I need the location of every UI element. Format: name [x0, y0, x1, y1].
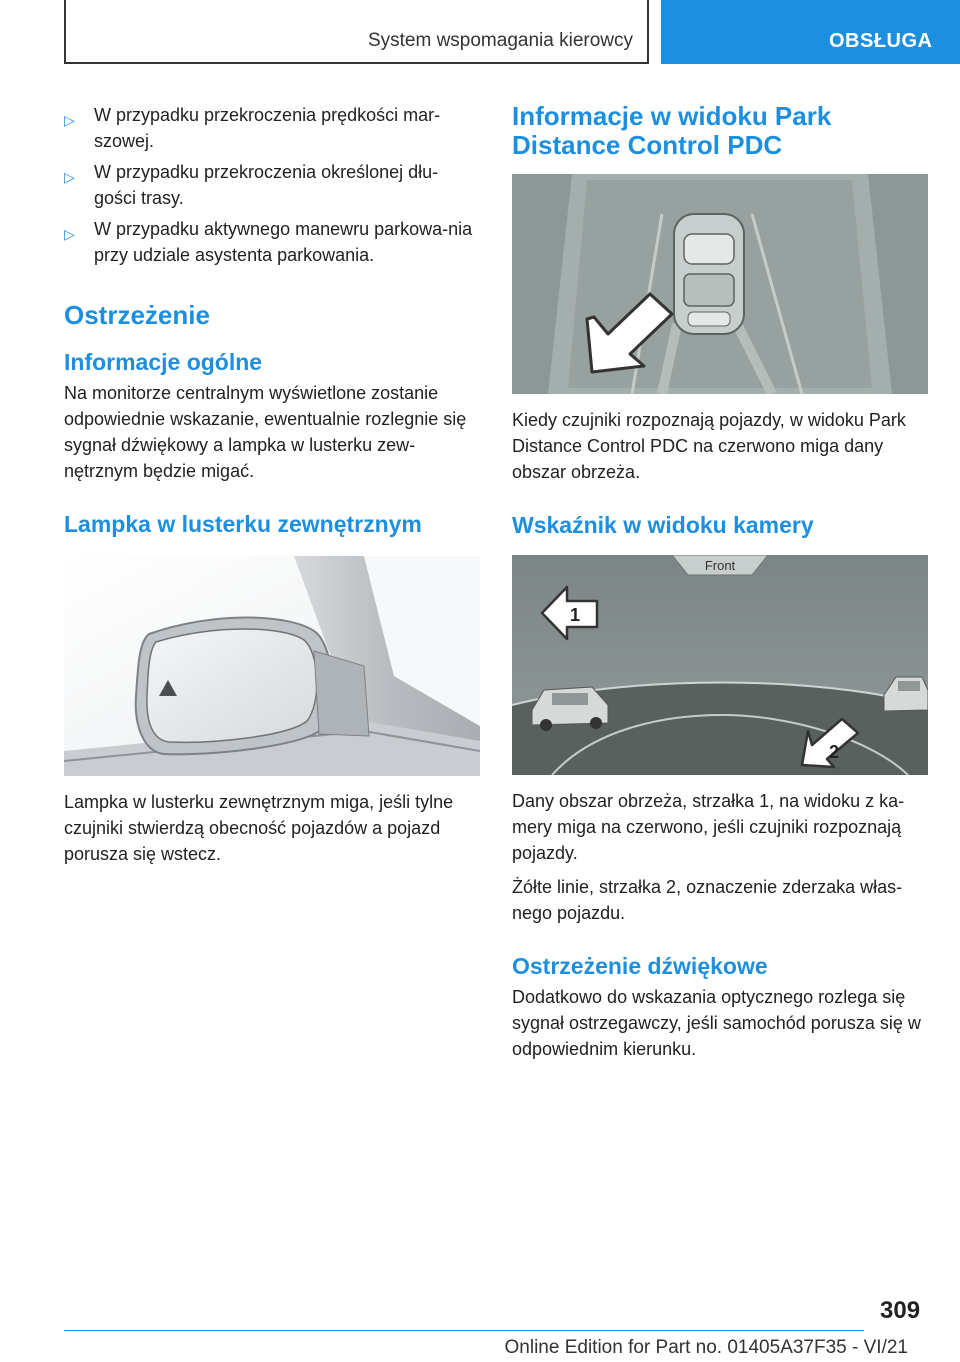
- list-item: ▷ W przypadku przekroczenia prędkości mar-szowej.: [64, 105, 441, 151]
- header-chapter-title: OBSŁUGA: [829, 30, 933, 52]
- mirror-figure: [64, 556, 480, 776]
- camera-text-1: Dany obszar obrzeża, strzałka 1, na widoku z ka-mery miga na czerwono, jeśli czujniki rozpoznają pojazdy.: [512, 791, 905, 863]
- footer-divider: [64, 1330, 864, 1331]
- pdc-illustration: [512, 174, 928, 394]
- arrow-1-label: 1: [569, 605, 581, 625]
- car-top-view-icon: [674, 214, 744, 334]
- arrow-2-label: 2: [828, 742, 840, 762]
- header-section-box: [64, 0, 649, 64]
- camera-front-label: Front: [704, 558, 736, 573]
- camera-illustration: [512, 555, 928, 775]
- mirror-heading: Lampka w lusterku zewnętrznym: [64, 511, 422, 537]
- triangle-bullet-icon: ▷: [64, 169, 75, 185]
- triangle-bullet-icon: ▷: [64, 226, 75, 242]
- pdc-figure: [512, 174, 928, 394]
- mirror-caption: Lampka w lusterku zewnętrznym miga, jeśli tylne czujniki stwierdzą obecność pojazdów a pojazd porusza się wstecz.: [64, 792, 454, 864]
- warning-heading: Ostrzeżenie: [64, 300, 210, 330]
- triangle-bullet-icon: ▷: [64, 112, 75, 128]
- header-chapter-tab[interactable]: [661, 0, 960, 64]
- sound-heading: Ostrzeżenie dźwiękowe: [512, 953, 768, 979]
- mirror-illustration: [64, 556, 480, 776]
- list-item: ▷ W przypadku aktywnego manewru parkowa-nia przy udziale asystenta parkowania.: [64, 219, 473, 265]
- pdc-text: Kiedy czujniki rozpoznają pojazdy, w widoku Park Distance Control PDC na czerwono miga dany obszar obrzeża.: [512, 410, 906, 482]
- camera-text-2: Żółte linie, strzałka 2, oznaczenie zderzaka włas-nego pojazdu.: [512, 877, 903, 923]
- camera-figure: [512, 555, 928, 775]
- left-column: [64, 102, 480, 867]
- list-item: ▷ W przypadku przekroczenia określonej dłu-gości trasy.: [64, 162, 439, 208]
- parked-car-left-icon: [532, 687, 608, 731]
- sound-text: Dodatkowo do wskazania optycznego rozlega się sygnał ostrzegawczy, jeśli samochód porusza się w odpowiednim kierunku.: [512, 987, 921, 1059]
- camera-heading: Wskaźnik w widoku kamery: [512, 512, 814, 538]
- general-info-heading: Informacje ogólne: [64, 349, 263, 375]
- pdc-heading: Informacje w widoku Park Distance Control PDC: [512, 101, 832, 160]
- page-number: 309: [880, 1297, 921, 1324]
- footer-edition: Online Edition for Part no. 01405A37F35 - VI/21: [504, 1337, 908, 1358]
- right-column: [512, 102, 928, 1062]
- bullet-list: [64, 102, 480, 268]
- header-section-title: System wspomagania kierowcy: [367, 30, 633, 51]
- general-info-text: Na monitorze centralnym wyświetlone zostanie odpowiednie wskazanie, ewentualnie rozlegnie się sygnał dźwiękowy a lampka w lusterku zew-nętrznym będzie migać.: [64, 383, 467, 481]
